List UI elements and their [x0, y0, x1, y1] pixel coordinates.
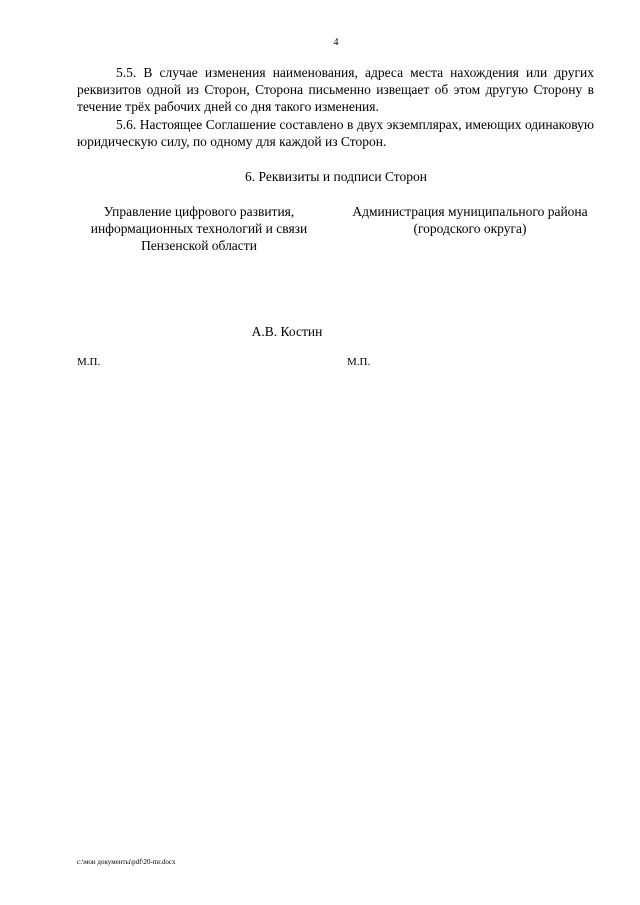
left-party-name: Управление цифрового развития, информационных технологий и связи Пензенской области: [90, 204, 308, 253]
right-party-name: Администрация муниципального района (городского округа): [352, 204, 588, 236]
document-file-path: c:\мои документы\pdf\20-mr.docx: [77, 858, 176, 866]
section-title: 6. Реквизиты и подписи Сторон: [245, 169, 427, 184]
left-party-signer: А.В. Костин: [251, 324, 323, 339]
right-stamp-label: М.П.: [347, 356, 371, 368]
clause-5-6-paragraph: 5.6. Настоящее Соглашение составлено в двух экземплярах, имеющих одинаковую юридическую силу, по одному для каждой из Сторон.: [77, 117, 594, 149]
page-number: 4: [333, 37, 339, 48]
left-stamp-label: М.П.: [77, 356, 101, 368]
clause-5-5-paragraph: 5.5. В случае изменения наименования, адреса места нахождения или других реквизитов одной из Сторон, Сторона письменно извещает об этом другую Сторону в течение трёх рабочих дней со дня такого изменения.: [77, 65, 594, 114]
